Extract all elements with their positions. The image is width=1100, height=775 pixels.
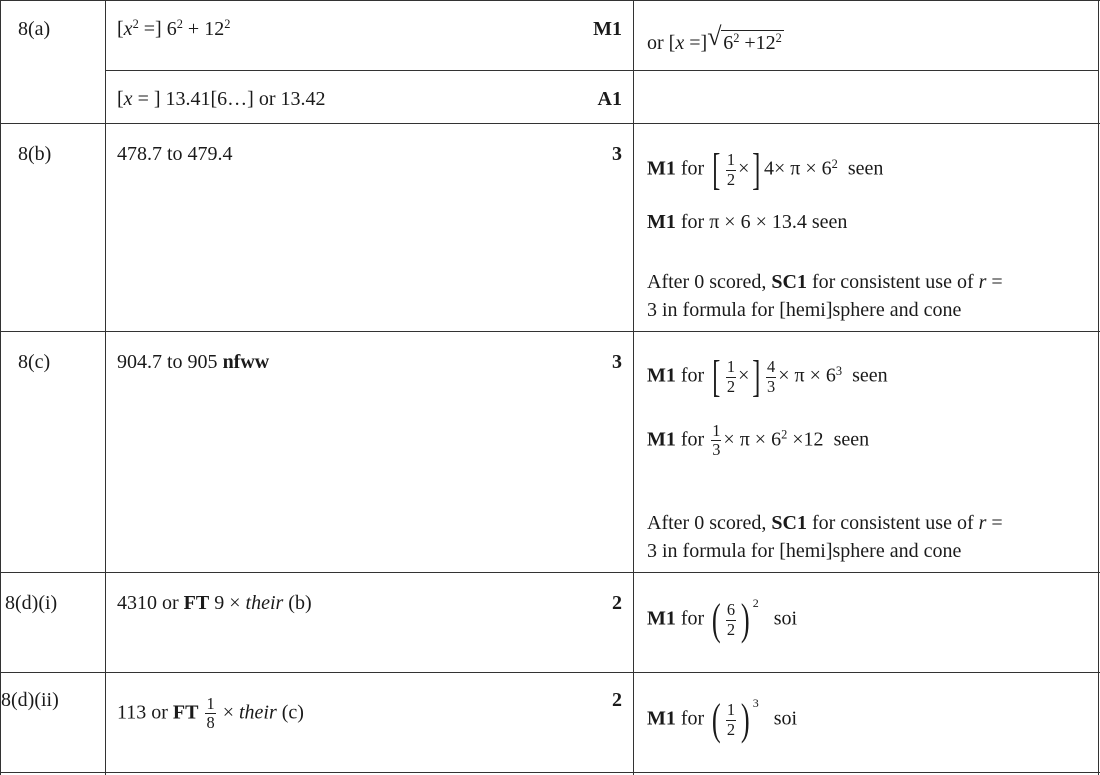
guidance-method-line: M1 for ( $\frac{6}{2}$ ) $^2$ soi [647, 595, 798, 644]
guidance-method-line: M1 for $\frac{1}{3}$ × $\pi \times 6^2 \times 12$ seen [647, 421, 870, 460]
question-label: 8(d)(ii) [1, 689, 59, 711]
row-divider [0, 123, 1100, 124]
guidance-method-line: M1 for [ $\frac{1}{2}$ ×] $4\times \pi \times 6^2$ seen [647, 145, 884, 194]
mark-cell: M1 [593, 18, 622, 40]
answer-cell: 113 or FT $\frac{1}{8}$ × their (c) [117, 694, 304, 733]
column-divider-answer [633, 0, 634, 775]
square-root: √ $6^2 +12^2$ [707, 22, 782, 54]
question-label: 8(a) [18, 18, 51, 40]
answer-cell: [x = ] 13.41[6…] or 13.42 [117, 88, 326, 110]
answer-cell: 478.7 to 479.4 [117, 143, 233, 165]
question-label: 8(b) [18, 143, 52, 165]
row-divider [0, 772, 1100, 773]
row-divider [0, 331, 1100, 332]
row-divider [0, 572, 1100, 573]
table-border-left [0, 0, 1, 775]
guidance-method-line: M1 for π × 6 × 13.4 seen [647, 211, 848, 233]
row-divider [0, 0, 1100, 1]
guidance-cell: or [x =] √ $6^2 +12^2$ [647, 22, 782, 54]
row-divider [0, 672, 1100, 673]
question-label: 8(d)(i) [5, 592, 58, 614]
column-divider-question [105, 0, 106, 775]
question-label: 8(c) [18, 351, 51, 373]
guidance-special-case: After 0 scored, SC1 for consistent use of r = 3 in formula for [hemi]sphere and cone [647, 271, 1003, 321]
mark-cell: 3 [612, 143, 622, 165]
answer-cell: 4310 or FT 9 × their (b) [117, 592, 312, 614]
row-divider [105, 70, 1099, 71]
answer-cell: 904.7 to 905 nfww [117, 351, 270, 373]
mark-cell: 3 [612, 351, 622, 373]
answer-cell: [$x^2$ =] $6^2 + 12^2$ [117, 17, 231, 40]
mark-cell: 2 [612, 592, 622, 614]
mark-cell: A1 [597, 88, 622, 110]
guidance-special-case: After 0 scored, SC1 for consistent use of r = 3 in formula for [hemi]sphere and cone [647, 512, 1003, 562]
guidance-method-line: M1 for [ $\frac{1}{2}$ ×] $\frac{4}{3}$ × $\pi \times 6^3$ seen [647, 352, 888, 401]
guidance-method-line: M1 for ( $\frac{1}{2}$ ) $^3$ soi [647, 695, 798, 744]
table-border-right [1098, 0, 1099, 775]
mark-cell: 2 [612, 689, 622, 711]
